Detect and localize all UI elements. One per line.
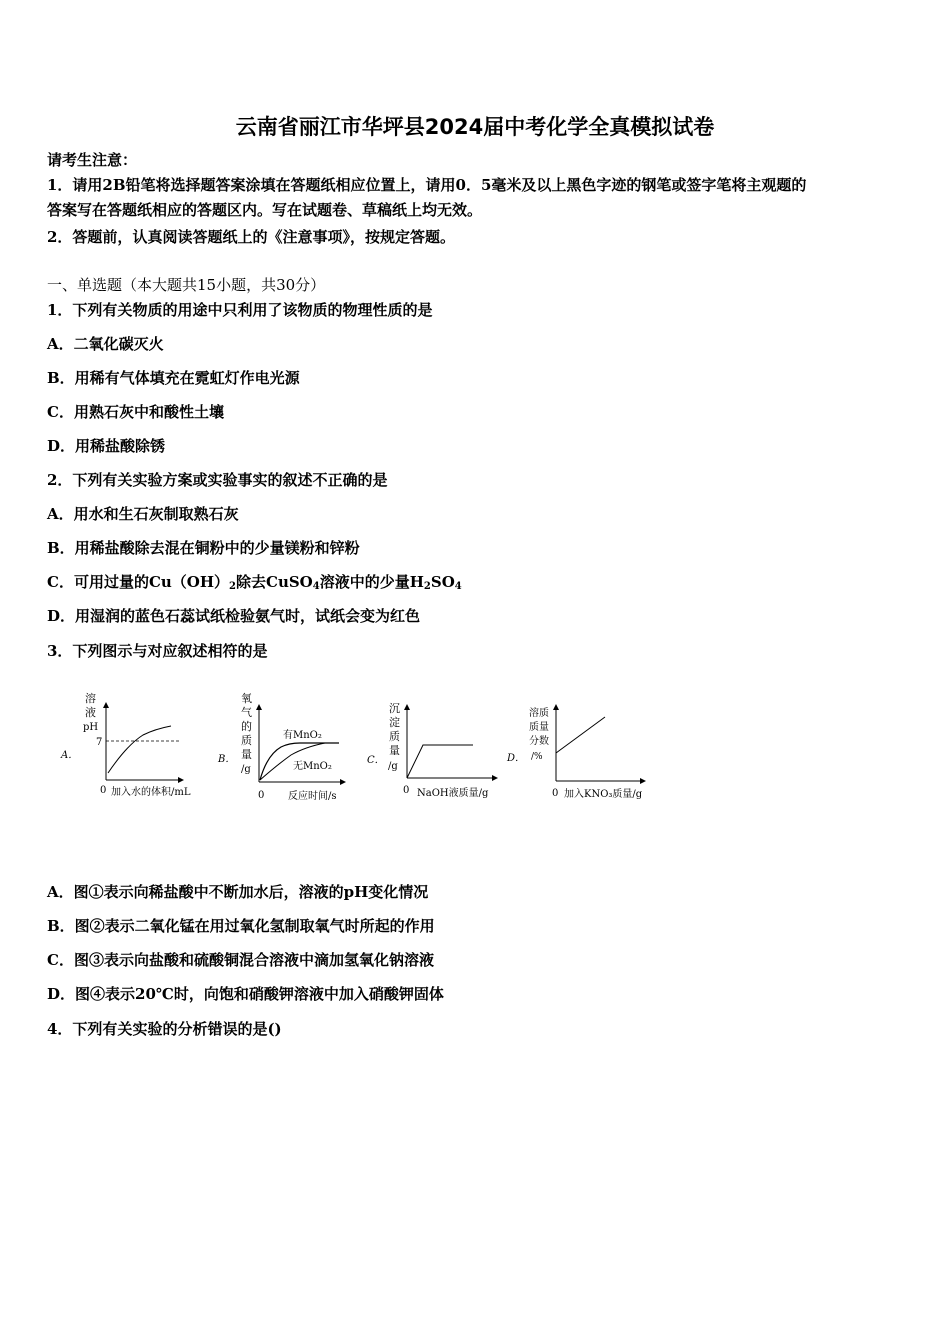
figure-c: [367, 702, 497, 799]
question-2-stem: 2．下列有关实验方案或实验事实的叙述不正确的是: [47, 471, 388, 489]
question-1-option-a: A．二氧化碳灭火: [47, 335, 164, 353]
figure-a-curve: [108, 726, 171, 773]
question-1-option-c: C．用熟石灰中和酸性土壤: [47, 403, 224, 421]
figure-d-origin: 0: [552, 788, 559, 799]
figure-b-origin: 0: [258, 790, 265, 801]
figure-d-xlabel: 加入KNO₃质量/g: [564, 789, 643, 800]
question-2-option-d: D．用湿润的蓝色石蕊试纸检验氨气时，试纸会变为红色: [47, 607, 421, 625]
notice-item-1-line-1: 1．请用2B铅笔将选择题答案涂填在答题纸相应位置上，请用0．5毫米及以上黑色字迹的钢笔或签字笔将主观题的: [47, 176, 807, 194]
notice-item-1-line-2: 答案写在答题纸相应的答题区内。写在试题卷、草稿纸上均无效。: [47, 201, 483, 219]
figure-c-letter: C．: [367, 755, 385, 766]
question-2-option-c: C．可用过量的$Cu(OH)_2$除去CuSO$_4$溶液中的少量$H_2SO_4$: [47, 573, 462, 592]
section-heading: 一、单选题（本大题共15小题，共30分）: [47, 276, 326, 294]
question-4-stem: 4．下列有关实验的分析错误的是(): [47, 1020, 282, 1038]
figure-c-ylabel-4: 量: [389, 744, 400, 757]
figure-d-curve: [556, 717, 605, 753]
question-1-stem: 1．下列有关物质的用途中只利用了该物质的物理性质的是: [47, 301, 433, 319]
figure-d-letter: D．: [507, 753, 526, 764]
figure-c-ylabel-2: 淀: [389, 716, 400, 729]
question-3-stem: 3．下列图示与对应叙述相符的是: [47, 642, 268, 660]
figure-a-ylabel-1: 溶: [85, 692, 96, 705]
figure-a-ylabel-2: 液: [85, 706, 96, 719]
figure-d-ylabel-1: 溶质: [529, 708, 549, 719]
figure-b-ylabel-6: /g: [241, 764, 251, 775]
figure-d-ylabel-4: /%: [531, 752, 543, 762]
figure-b-ylabel-1: 氧: [241, 692, 252, 705]
figure-c-ylabel-5: /g: [388, 761, 398, 772]
question-3-option-d: D．图④表示20℃时，向饱和硝酸钾溶液中加入硝酸钾固体: [47, 985, 444, 1003]
figure-b: [217, 691, 345, 802]
figure-d-ylabel-3: 分数: [529, 736, 549, 747]
question-2-option-a: A．用水和生石灰制取熟石灰: [47, 505, 239, 523]
figure-b-letter: B．: [218, 754, 236, 765]
notice-heading: 请考生注意：: [47, 151, 138, 169]
question-3-figures: [55, 685, 675, 815]
notice-item-2: 2．答题前，认真阅读答题纸上的《注意事项》，按规定答题。: [47, 228, 455, 246]
figure-b-label-with-mno2: 有MnO₂: [283, 730, 322, 741]
figure-b-ylabel-4: 质: [241, 734, 252, 747]
figure-c-origin: 0: [403, 785, 410, 796]
question-3-option-b: B．图②表示二氧化锰在用过氧化氢制取氧气时所起的作用: [47, 917, 435, 935]
figure-b-ylabel-2: 气: [241, 706, 252, 719]
question-2-option-b: B．用稀盐酸除去混在铜粉中的少量镁粉和锌粉: [47, 539, 360, 557]
figure-b-label-without-mno2: 无MnO₂: [293, 761, 332, 772]
figure-a-xlabel: 加入水的体积/mL: [111, 787, 191, 798]
question-1-option-b: B．用稀有气体填充在霓虹灯作电光源: [47, 369, 300, 387]
figure-c-xlabel: NaOH液质量/g: [417, 788, 489, 799]
figure-c-curve: [407, 745, 473, 778]
question-3-option-c: C．图③表示向盐酸和硫酸铜混合溶液中滴加氢氧化钠溶液: [47, 951, 434, 969]
question-1-option-d: D．用稀盐酸除锈: [47, 437, 166, 455]
figure-a-tick-7: 7: [96, 737, 103, 748]
figure-b-xlabel: 反应时间/s: [288, 791, 337, 802]
figure-a: [60, 691, 191, 798]
figure-b-ylabel-3: 的: [241, 720, 252, 733]
figure-d-ylabel-2: 质量: [529, 722, 549, 733]
figure-a-origin: 0: [100, 785, 107, 796]
figure-a-letter: A．: [61, 750, 79, 761]
figure-d: [506, 705, 645, 800]
figure-c-ylabel-3: 质: [389, 730, 400, 743]
figure-c-ylabel-1: 沉: [389, 702, 400, 715]
figure-b-ylabel-5: 量: [241, 748, 252, 761]
figure-a-ylabel-3: pH: [83, 722, 99, 733]
question-3-option-a: A．图①表示向稀盐酸中不断加水后，溶液的pH变化情况: [47, 883, 429, 901]
page-title: 云南省丽江市华坪县2024届中考化学全真模拟试卷: [235, 115, 715, 139]
